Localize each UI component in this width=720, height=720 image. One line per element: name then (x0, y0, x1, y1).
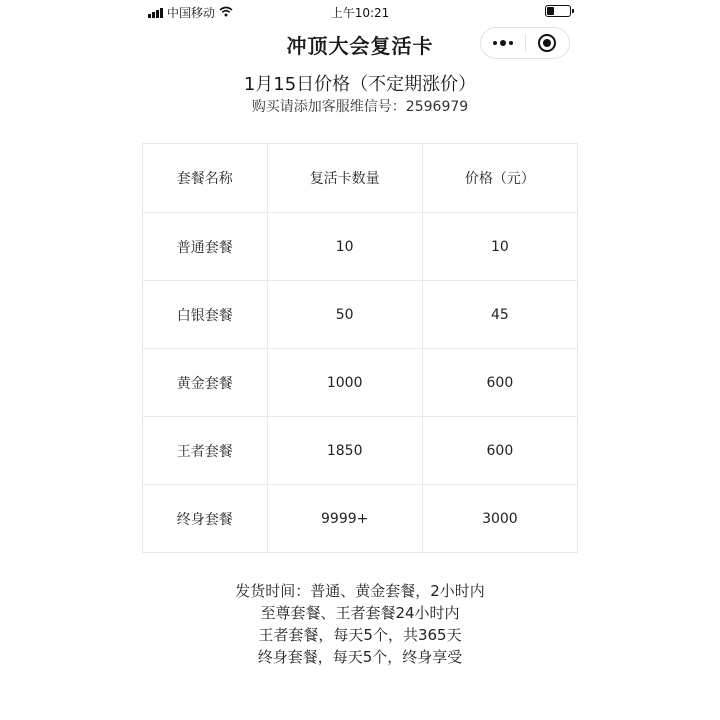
table-row (143, 417, 578, 485)
price-date-heading: 1月15日价格（不定期涨价） (243, 74, 477, 95)
table-row (143, 349, 578, 417)
more-dots-icon[interactable] (481, 40, 525, 46)
package-price: 600 (422, 417, 577, 485)
note-line: 至尊套餐、王者套餐24小时内 (260, 604, 460, 622)
card-count: 1850 (267, 417, 422, 485)
table-row (143, 213, 578, 281)
package-name: 黄金套餐 (143, 349, 268, 417)
package-price: 45 (422, 281, 577, 349)
status-bar (0, 0, 720, 22)
package-price: 600 (422, 349, 577, 417)
card-count: 10 (267, 213, 422, 281)
mini-program-capsule (480, 27, 570, 59)
target-close-icon[interactable] (526, 34, 569, 52)
card-count: 1000 (267, 349, 422, 417)
package-price: 3000 (422, 485, 577, 553)
contact-info: 购买请添加客服维信号：2596979 (251, 99, 469, 115)
package-name: 白银套餐 (143, 281, 268, 349)
note-line: 终身套餐，每天5个，终身享受 (257, 648, 463, 666)
price-table (142, 143, 578, 553)
battery-icon (545, 5, 571, 17)
package-name: 普通套餐 (143, 213, 268, 281)
package-name: 终身套餐 (143, 485, 268, 553)
card-count: 9999+ (267, 485, 422, 553)
card-count: 50 (267, 281, 422, 349)
page-title: 冲顶大会复活卡 (286, 34, 434, 58)
package-name: 王者套餐 (143, 417, 268, 485)
note-line: 发货时间：普通、黄金套餐，2小时内 (235, 582, 485, 600)
table-header-row (143, 144, 578, 213)
header-price: 价格（元） (422, 144, 577, 213)
table-row (143, 485, 578, 553)
header-package-name: 套餐名称 (143, 144, 268, 213)
battery-level (547, 7, 554, 15)
note-line: 王者套餐，每天5个，共365天 (258, 626, 462, 644)
status-time: 上午10:21 (330, 6, 390, 20)
header-card-count: 复活卡数量 (267, 144, 422, 213)
delivery-notes (0, 580, 720, 668)
package-price: 10 (422, 213, 577, 281)
table-row (143, 281, 578, 349)
carrier-label: 中国移动 (167, 6, 216, 20)
